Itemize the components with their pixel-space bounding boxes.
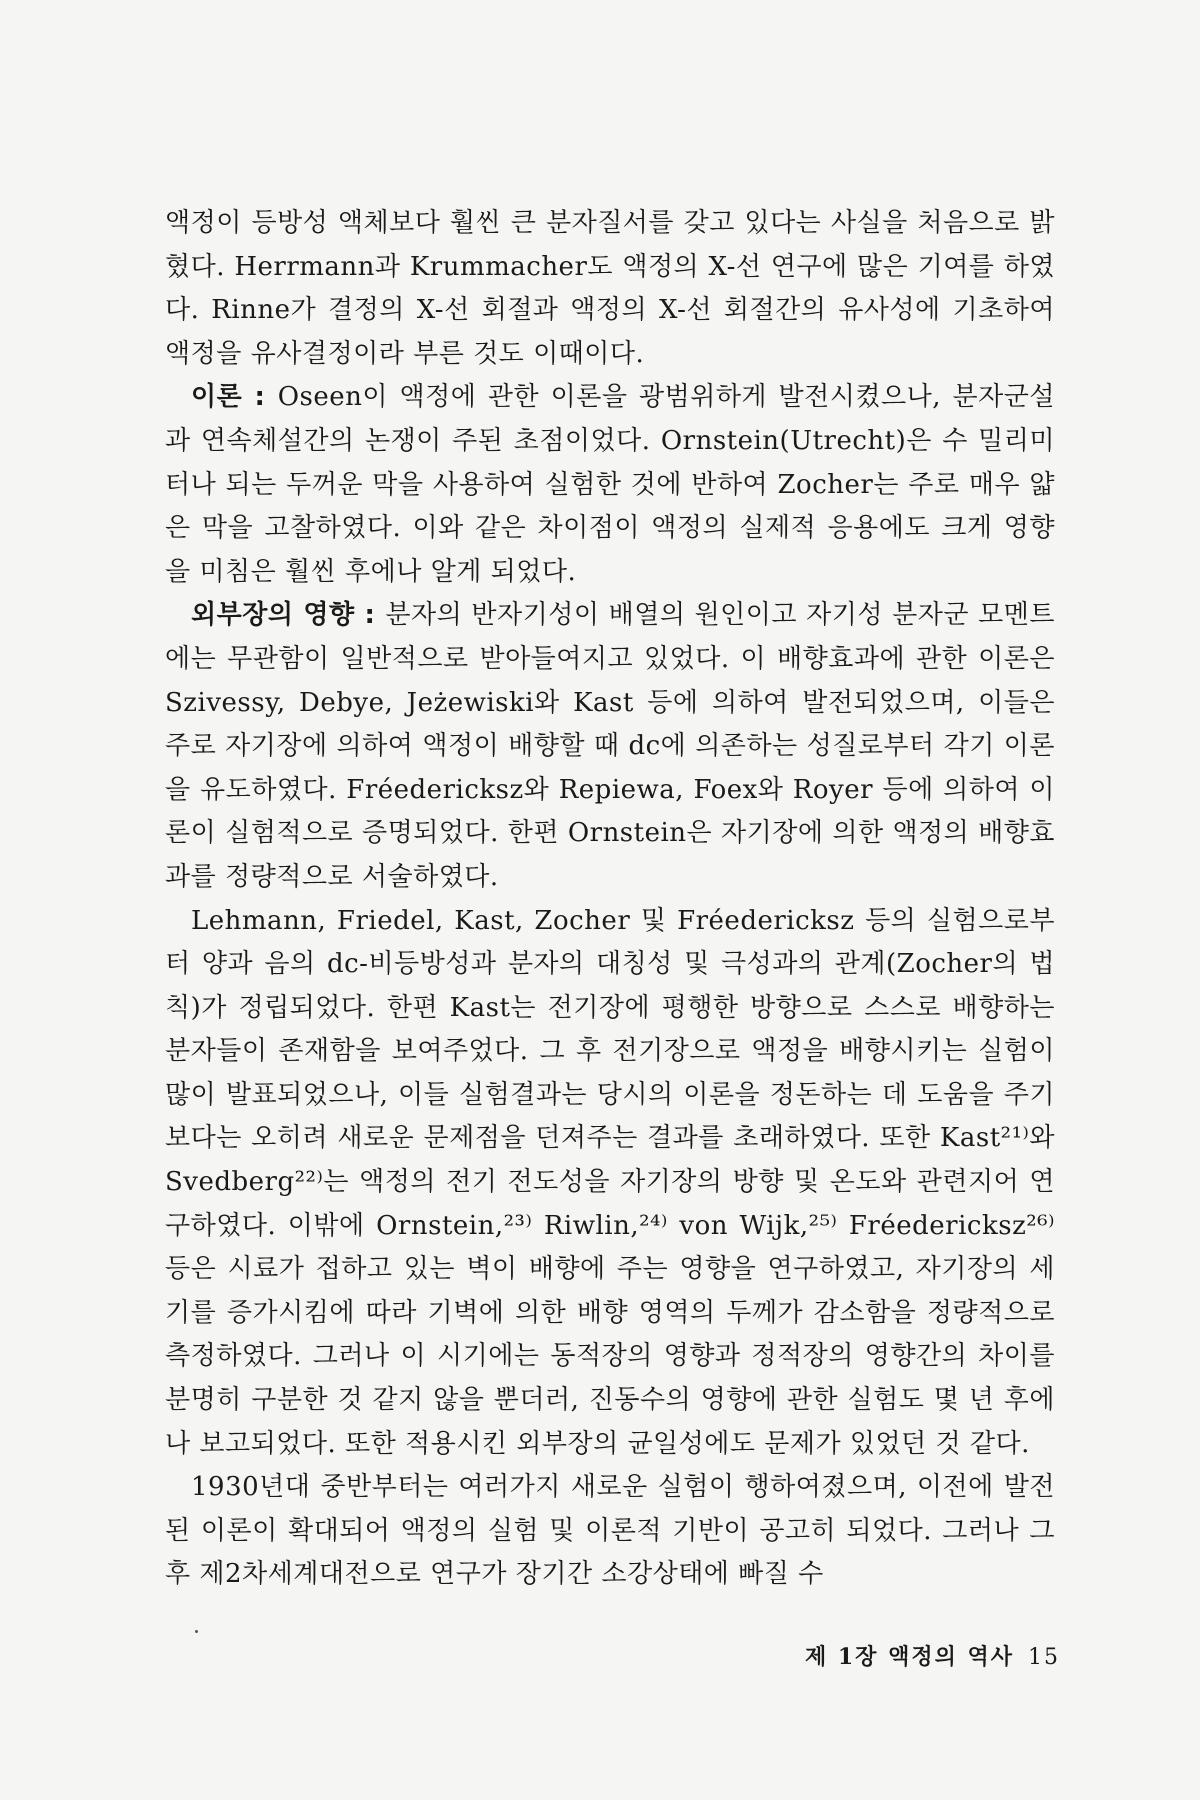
paragraph-4 [165,900,1055,1467]
paragraph-4-text: Lehmann, Friedel, Kast, Zocher 및 Fréedericksz 등의 실험으로부터 양과 음의 dc-비등방성과 분자의 대칭성 및 극성과의 관계(Zocher의 법칙)가 정립되었다. 한편 Kast는 전기장에 평행한 방향으로 스스로 배향하는 분자들이 존재함을 보여주었다. 그 후 전기장으로 액정을 배향시키는 실험이 많이 발표되었으나, 이들 실험결과는 당시의 이론을 정돈하는 데 도움을 주기보다는 오히려 새로운 문제점을 던져주는 결과를 초래하였다. 또한 Kast²¹⁾와 Svedberg²²⁾는 액정의 전기 전도성을 자기장의 방향 및 온도와 관련지어 연구하였다. 이밖에 Ornstein,²³⁾ Riwlin,²⁴⁾ von Wijk,²⁵⁾ Fréedericksz²⁶⁾ 등은 시료가 접하고 있는 벽이 배향에 주는 영향을 연구하였고, 자기장의 세기를 증가시킴에 따라 기벽에 의한 배향 영역의 두께가 감소함을 정량적으로 측정하였다. 그러나 이 시기에는 동적장의 영향과 정적장의 영향간의 차이를 분명히 구분한 것 같지 않을 뿐더러, 진동수의 영향에 관한 실험도 몇 년 후에나 보고되었다. 또한 적용시킨 외부장의 균일성에도 문제가 있었던 것 같다. [165,905,1055,1459]
paragraph-2-text: Oseen이 액정에 관한 이론을 광범위하게 발전시켰으나, 분자군설과 연속체설간의 논쟁이 주된 초점이었다. Ornstein(Utrecht)은 수 밀리미터나 되는 두꺼운 막을 사용하여 실험한 것에 반하여 Zocher는 주로 매우 얇은 막을 고찰하였다. 이와 같은 차이점이 액정의 실제적 응용에도 크게 영향을 미침은 훨씬 후에나 알게 되었다. [165,382,1055,587]
paragraph-5 [165,1466,1055,1597]
page-speck [195,1630,198,1633]
paragraph-1 [165,202,1055,376]
paragraph-1-text: 액정이 등방성 액체보다 훨씬 큰 분자질서를 갖고 있다는 사실을 처음으로 밝혔다. Herrmann과 Krummacher도 액정의 X-선 연구에 많은 기여를 하였다. Rinne가 결정의 X-선 회절과 액정의 X-선 회절간의 유사성에 기초하여 액정을 유사결정이라 부른 것도 이때이다. [165,208,1055,369]
chapter-title: 제 1장 액정의 역사 [804,1644,1014,1670]
paragraph-3 [165,594,1055,899]
page-footer [740,1640,1060,1671]
paragraph-5-text: 1930년대 중반부터는 여러가지 새로운 실험이 행하여졌으며, 이전에 발전된 이론이 확대되어 액정의 실험 및 이론적 기반이 공고히 되었다. 그러나 그후 제2차세계대전으로 연구가 장기간 소강상태에 빠질 수 [165,1472,1055,1590]
page-number: 15 [1028,1645,1060,1670]
paragraph-3-text: 분자의 반자기성이 배열의 원인이고 자기성 분자군 모멘트에는 무관함이 일반적으로 받아들여지고 있었다. 이 배향효과에 관한 이론은 Szivessy, Debye, Jeżewiski와 Kast 등에 의하여 발전되었으며, 이들은 주로 자기장에 의하여 액정이 배향할 때 dc에 의존하는 성질로부터 각기 이론을 유도하였다. Fréedericksz와 Repiewa, Foex와 Royer 등에 의하여 이론이 실험적으로 증명되었다. 한편 Ornstein은 자기장에 의한 액정의 배향효과를 정량적으로 서술하였다. [165,600,1055,892]
paragraph-3-heading: 외부장의 영향 : [191,600,386,631]
body-text [165,202,1055,1597]
paragraph-2 [165,376,1055,594]
paragraph-2-heading: 이론 : [191,382,278,413]
